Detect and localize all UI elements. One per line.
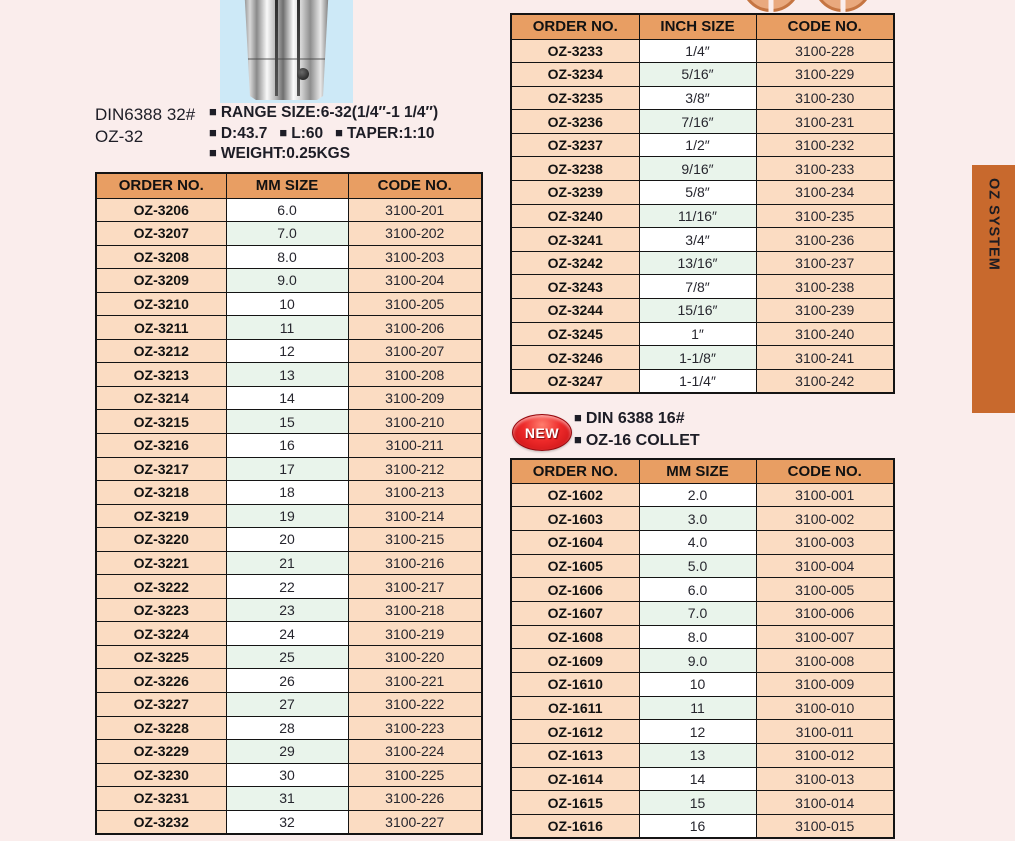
- table-row: [96, 457, 482, 481]
- model-standard: DIN6388 32#: [95, 105, 196, 124]
- order-no-cell: OZ-3236: [511, 110, 639, 134]
- order-no-cell: OZ-3219: [96, 504, 226, 528]
- bullet-square-icon: ■: [335, 124, 343, 140]
- code-no-cell: 3100-227: [348, 810, 482, 834]
- code-no-cell: 3100-212: [348, 457, 482, 481]
- collet-face-icon: [813, 0, 873, 12]
- order-no-cell: OZ-1614: [511, 767, 639, 791]
- size-cell: 28: [226, 716, 348, 740]
- table-row: [96, 645, 482, 669]
- order-no-cell: OZ-3227: [96, 692, 226, 716]
- table-row: [96, 716, 482, 740]
- size-cell: 4.0: [639, 530, 756, 554]
- oz-system-side-tab: [972, 165, 1015, 413]
- order-no-cell: OZ-3218: [96, 481, 226, 505]
- spec-length: L:60: [291, 124, 324, 142]
- table-row: [511, 133, 894, 157]
- order-no-cell: OZ-3207: [96, 222, 226, 246]
- table-row: [96, 363, 482, 387]
- size-cell: 11: [226, 316, 348, 340]
- table-row: [511, 554, 894, 578]
- order-no-cell: OZ-3235: [511, 86, 639, 110]
- code-no-cell: 3100-206: [348, 316, 482, 340]
- order-no-cell: OZ-1604: [511, 530, 639, 554]
- size-cell: 6.0: [639, 578, 756, 602]
- bullet-square-icon: ■: [209, 145, 217, 160]
- order-no-cell: OZ-1613: [511, 744, 639, 768]
- column-header-inch-size: INCH SIZE: [639, 14, 756, 39]
- model-number: OZ-32: [95, 127, 144, 146]
- code-no-cell: 3100-204: [348, 269, 482, 293]
- size-cell: 1-1/4″: [639, 369, 756, 393]
- table-row: [511, 275, 894, 299]
- size-cell: 12: [226, 339, 348, 363]
- size-cell: 24: [226, 622, 348, 646]
- size-cell: 7/16″: [639, 110, 756, 134]
- spec-line-dimensions: [209, 124, 438, 145]
- code-no-cell: 3100-220: [348, 645, 482, 669]
- size-cell: 16: [639, 815, 756, 839]
- table-row: [96, 740, 482, 764]
- order-no-cell: OZ-3237: [511, 133, 639, 157]
- size-cell: 2.0: [639, 483, 756, 507]
- order-no-cell: OZ-3223: [96, 598, 226, 622]
- table-row: [511, 346, 894, 370]
- bullet-square-icon: ■: [209, 104, 217, 119]
- table-row: [511, 649, 894, 673]
- table-row: [96, 339, 482, 363]
- code-no-cell: 3100-210: [348, 410, 482, 434]
- order-no-cell: OZ-1606: [511, 578, 639, 602]
- bullet-square-icon: ■: [574, 410, 582, 425]
- spec-list: [209, 103, 438, 165]
- size-cell: 31: [226, 787, 348, 811]
- table-row: [511, 39, 894, 63]
- code-no-cell: 3100-205: [348, 292, 482, 316]
- table-row: [511, 720, 894, 744]
- code-no-cell: 3100-004: [756, 554, 894, 578]
- order-no-cell: OZ-3247: [511, 369, 639, 393]
- table-row: [511, 696, 894, 720]
- table-row: [96, 481, 482, 505]
- code-no-cell: 3100-002: [756, 507, 894, 531]
- size-cell: 7.0: [226, 222, 348, 246]
- oz16-heading-line1: [574, 408, 700, 430]
- code-no-cell: 3100-235: [756, 204, 894, 228]
- order-no-cell: OZ-3228: [96, 716, 226, 740]
- oz32-inch-size-table: [510, 13, 895, 394]
- size-cell: 3.0: [639, 507, 756, 531]
- order-no-cell: OZ-1605: [511, 554, 639, 578]
- order-no-cell: OZ-3244: [511, 299, 639, 323]
- spec-range: RANGE SIZE:6-32(1/4″-1 1/4″): [220, 104, 439, 121]
- code-no-cell: 3100-208: [348, 363, 482, 387]
- code-no-cell: 3100-209: [348, 386, 482, 410]
- code-no-cell: 3100-229: [756, 63, 894, 87]
- size-cell: 9/16″: [639, 157, 756, 181]
- code-no-cell: 3100-222: [348, 692, 482, 716]
- code-no-cell: 3100-211: [348, 433, 482, 457]
- table-row: [511, 157, 894, 181]
- table-row: [511, 601, 894, 625]
- size-cell: 3/8″: [639, 86, 756, 110]
- order-no-cell: OZ-1615: [511, 791, 639, 815]
- size-cell: 10: [226, 292, 348, 316]
- code-no-cell: 3100-234: [756, 181, 894, 205]
- size-cell: 30: [226, 763, 348, 787]
- code-no-cell: 3100-207: [348, 339, 482, 363]
- code-no-cell: 3100-236: [756, 228, 894, 252]
- code-no-cell: 3100-012: [756, 744, 894, 768]
- table-row: [96, 551, 482, 575]
- table-row: [511, 86, 894, 110]
- order-no-cell: OZ-3246: [511, 346, 639, 370]
- size-cell: 18: [226, 481, 348, 505]
- size-cell: 25: [226, 645, 348, 669]
- code-no-cell: 3100-003: [756, 530, 894, 554]
- table-row: [511, 673, 894, 697]
- table-row: [511, 625, 894, 649]
- table-row: [96, 245, 482, 269]
- code-no-cell: 3100-228: [756, 39, 894, 63]
- table-row: [511, 299, 894, 323]
- order-no-cell: OZ-3220: [96, 528, 226, 552]
- size-cell: 8.0: [226, 245, 348, 269]
- size-cell: 6.0: [226, 198, 348, 222]
- order-no-cell: OZ-3208: [96, 245, 226, 269]
- code-no-cell: 3100-239: [756, 299, 894, 323]
- order-no-cell: OZ-1611: [511, 696, 639, 720]
- table-row: [511, 507, 894, 531]
- size-cell: 23: [226, 598, 348, 622]
- column-header-code-no: CODE NO.: [756, 14, 894, 39]
- column-header-mm-size: MM SIZE: [226, 173, 348, 198]
- table-row: [511, 251, 894, 275]
- size-cell: 26: [226, 669, 348, 693]
- code-no-cell: 3100-238: [756, 275, 894, 299]
- code-no-cell: 3100-225: [348, 763, 482, 787]
- order-no-cell: OZ-1609: [511, 649, 639, 673]
- spec-line-weight: [209, 144, 438, 165]
- size-cell: 11: [639, 696, 756, 720]
- size-cell: 9.0: [226, 269, 348, 293]
- code-no-cell: 3100-202: [348, 222, 482, 246]
- code-no-cell: 3100-014: [756, 791, 894, 815]
- size-cell: 13: [226, 363, 348, 387]
- order-no-cell: OZ-3213: [96, 363, 226, 387]
- code-no-cell: 3100-013: [756, 767, 894, 791]
- code-no-cell: 3100-008: [756, 649, 894, 673]
- size-cell: 3/4″: [639, 228, 756, 252]
- new-badge-label: NEW: [524, 424, 560, 441]
- code-no-cell: 3100-224: [348, 740, 482, 764]
- size-cell: 5/16″: [639, 63, 756, 87]
- size-cell: 1/2″: [639, 133, 756, 157]
- table-row: [511, 767, 894, 791]
- size-cell: 13: [639, 744, 756, 768]
- size-cell: 15/16″: [639, 299, 756, 323]
- order-no-cell: OZ-3222: [96, 575, 226, 599]
- oz16-heading: [574, 408, 700, 452]
- code-no-cell: 3100-242: [756, 369, 894, 393]
- order-no-cell: OZ-3206: [96, 198, 226, 222]
- column-header-code-no: CODE NO.: [756, 459, 894, 483]
- order-no-cell: OZ-3217: [96, 457, 226, 481]
- spec-line-range: [209, 103, 438, 124]
- table-row: [511, 744, 894, 768]
- code-no-cell: 3100-009: [756, 673, 894, 697]
- size-cell: 8.0: [639, 625, 756, 649]
- order-no-cell: OZ-3231: [96, 787, 226, 811]
- order-no-cell: OZ-3243: [511, 275, 639, 299]
- order-no-cell: OZ-1612: [511, 720, 639, 744]
- code-no-cell: 3100-241: [756, 346, 894, 370]
- code-no-cell: 3100-219: [348, 622, 482, 646]
- order-no-cell: OZ-3225: [96, 645, 226, 669]
- table-row: [96, 763, 482, 787]
- code-no-cell: 3100-011: [756, 720, 894, 744]
- code-no-cell: 3100-203: [348, 245, 482, 269]
- oz16-heading-line2: [574, 430, 700, 452]
- code-no-cell: 3100-237: [756, 251, 894, 275]
- table-row: [511, 791, 894, 815]
- size-cell: 15: [226, 410, 348, 434]
- table-row: [511, 181, 894, 205]
- order-no-cell: OZ-3240: [511, 204, 639, 228]
- spec-weight: WEIGHT:0.25KGS: [220, 145, 351, 162]
- table-row: [96, 198, 482, 222]
- size-cell: 10: [639, 673, 756, 697]
- table-row: [96, 269, 482, 293]
- table-row: [96, 528, 482, 552]
- table-row: [96, 622, 482, 646]
- size-cell: 21: [226, 551, 348, 575]
- table-row: [96, 292, 482, 316]
- table-row: [96, 692, 482, 716]
- table-row: [511, 63, 894, 87]
- order-no-cell: OZ-3233: [511, 39, 639, 63]
- code-no-cell: 3100-007: [756, 625, 894, 649]
- table-row: [96, 575, 482, 599]
- order-no-cell: OZ-3238: [511, 157, 639, 181]
- size-cell: 1-1/8″: [639, 346, 756, 370]
- size-cell: 5.0: [639, 554, 756, 578]
- code-no-cell: 3100-221: [348, 669, 482, 693]
- order-no-cell: OZ-3226: [96, 669, 226, 693]
- order-no-cell: OZ-1602: [511, 483, 639, 507]
- size-cell: 17: [226, 457, 348, 481]
- table-row: [511, 228, 894, 252]
- code-no-cell: 3100-240: [756, 322, 894, 346]
- table-row: [511, 530, 894, 554]
- table-row: [511, 110, 894, 134]
- size-cell: 7/8″: [639, 275, 756, 299]
- order-no-cell: OZ-3215: [96, 410, 226, 434]
- code-no-cell: 3100-230: [756, 86, 894, 110]
- collet-face-icon: [741, 0, 801, 12]
- code-no-cell: 3100-216: [348, 551, 482, 575]
- order-no-cell: OZ-3221: [96, 551, 226, 575]
- table-row: [96, 410, 482, 434]
- bullet-square-icon: ■: [279, 124, 288, 140]
- code-no-cell: 3100-226: [348, 787, 482, 811]
- order-no-cell: OZ-1608: [511, 625, 639, 649]
- size-cell: 1″: [639, 322, 756, 346]
- collet-photo: [220, 0, 353, 103]
- order-no-cell: OZ-3234: [511, 63, 639, 87]
- spec-taper: TAPER:1:10: [346, 124, 435, 142]
- order-no-cell: OZ-3239: [511, 181, 639, 205]
- oz32-mm-size-table: [95, 172, 483, 835]
- code-no-cell: 3100-233: [756, 157, 894, 181]
- collet-image: [244, 0, 329, 100]
- code-no-cell: 3100-010: [756, 696, 894, 720]
- code-no-cell: 3100-215: [348, 528, 482, 552]
- size-cell: 32: [226, 810, 348, 834]
- size-cell: 27: [226, 692, 348, 716]
- code-no-cell: 3100-001: [756, 483, 894, 507]
- table-row: [96, 386, 482, 410]
- bullet-square-icon: ■: [574, 432, 582, 447]
- table-header-row: [511, 14, 894, 39]
- size-cell: 14: [226, 386, 348, 410]
- order-no-cell: OZ-3211: [96, 316, 226, 340]
- table-row: [96, 433, 482, 457]
- code-no-cell: 3100-214: [348, 504, 482, 528]
- size-cell: 19: [226, 504, 348, 528]
- code-no-cell: 3100-231: [756, 110, 894, 134]
- table-row: [96, 598, 482, 622]
- oz16-mm-size-table: [510, 458, 895, 839]
- size-cell: 12: [639, 720, 756, 744]
- code-no-cell: 3100-223: [348, 716, 482, 740]
- order-no-cell: OZ-3210: [96, 292, 226, 316]
- order-no-cell: OZ-1607: [511, 601, 639, 625]
- order-no-cell: OZ-3232: [96, 810, 226, 834]
- size-cell: 5/8″: [639, 181, 756, 205]
- column-header-order-no: ORDER NO.: [96, 173, 226, 198]
- order-no-cell: OZ-1616: [511, 815, 639, 839]
- table-row: [96, 669, 482, 693]
- column-header-code-no: CODE NO.: [348, 173, 482, 198]
- table-row: [96, 504, 482, 528]
- order-no-cell: OZ-3212: [96, 339, 226, 363]
- new-badge: [512, 414, 572, 451]
- table-header-row: [96, 173, 482, 198]
- code-no-cell: 3100-232: [756, 133, 894, 157]
- column-header-order-no: ORDER NO.: [511, 14, 639, 39]
- size-cell: 29: [226, 740, 348, 764]
- table-header-row: [511, 459, 894, 483]
- size-cell: 13/16″: [639, 251, 756, 275]
- table-row: [511, 483, 894, 507]
- table-row: [96, 810, 482, 834]
- spec-diameter: D:43.7: [220, 124, 268, 142]
- side-tab-label: OZ SYSTEM: [985, 178, 1002, 271]
- model-label: [95, 104, 195, 148]
- table-row: [511, 369, 894, 393]
- order-no-cell: OZ-3230: [96, 763, 226, 787]
- oz16-collet-name: OZ-16 COLLET: [585, 432, 700, 449]
- table-row: [96, 222, 482, 246]
- code-no-cell: 3100-006: [756, 601, 894, 625]
- collet-slit: [275, 0, 278, 96]
- order-no-cell: OZ-3209: [96, 269, 226, 293]
- size-cell: 14: [639, 767, 756, 791]
- table-row: [511, 815, 894, 839]
- code-no-cell: 3100-213: [348, 481, 482, 505]
- bullet-square-icon: ■: [209, 124, 217, 140]
- code-no-cell: 3100-005: [756, 578, 894, 602]
- table-row: [96, 787, 482, 811]
- order-no-cell: OZ-3216: [96, 433, 226, 457]
- collet-hole: [297, 68, 309, 80]
- code-no-cell: 3100-218: [348, 598, 482, 622]
- size-cell: 22: [226, 575, 348, 599]
- table-row: [96, 316, 482, 340]
- size-cell: 11/16″: [639, 204, 756, 228]
- order-no-cell: OZ-3245: [511, 322, 639, 346]
- order-no-cell: OZ-3241: [511, 228, 639, 252]
- size-cell: 7.0: [639, 601, 756, 625]
- table-row: [511, 204, 894, 228]
- order-no-cell: OZ-1610: [511, 673, 639, 697]
- size-cell: 1/4″: [639, 39, 756, 63]
- oz16-standard: DIN 6388 16#: [585, 410, 685, 427]
- order-no-cell: OZ-3214: [96, 386, 226, 410]
- table-row: [511, 322, 894, 346]
- size-cell: 20: [226, 528, 348, 552]
- column-header-order-no: ORDER NO.: [511, 459, 639, 483]
- size-cell: 16: [226, 433, 348, 457]
- code-no-cell: 3100-015: [756, 815, 894, 839]
- code-no-cell: 3100-201: [348, 198, 482, 222]
- order-no-cell: OZ-3242: [511, 251, 639, 275]
- collet-groove: [247, 58, 325, 60]
- order-no-cell: OZ-3224: [96, 622, 226, 646]
- collet-slit: [297, 0, 300, 96]
- order-no-cell: OZ-1603: [511, 507, 639, 531]
- code-no-cell: 3100-217: [348, 575, 482, 599]
- table-row: [511, 578, 894, 602]
- column-header-mm-size: MM SIZE: [639, 459, 756, 483]
- size-cell: 9.0: [639, 649, 756, 673]
- size-cell: 15: [639, 791, 756, 815]
- order-no-cell: OZ-3229: [96, 740, 226, 764]
